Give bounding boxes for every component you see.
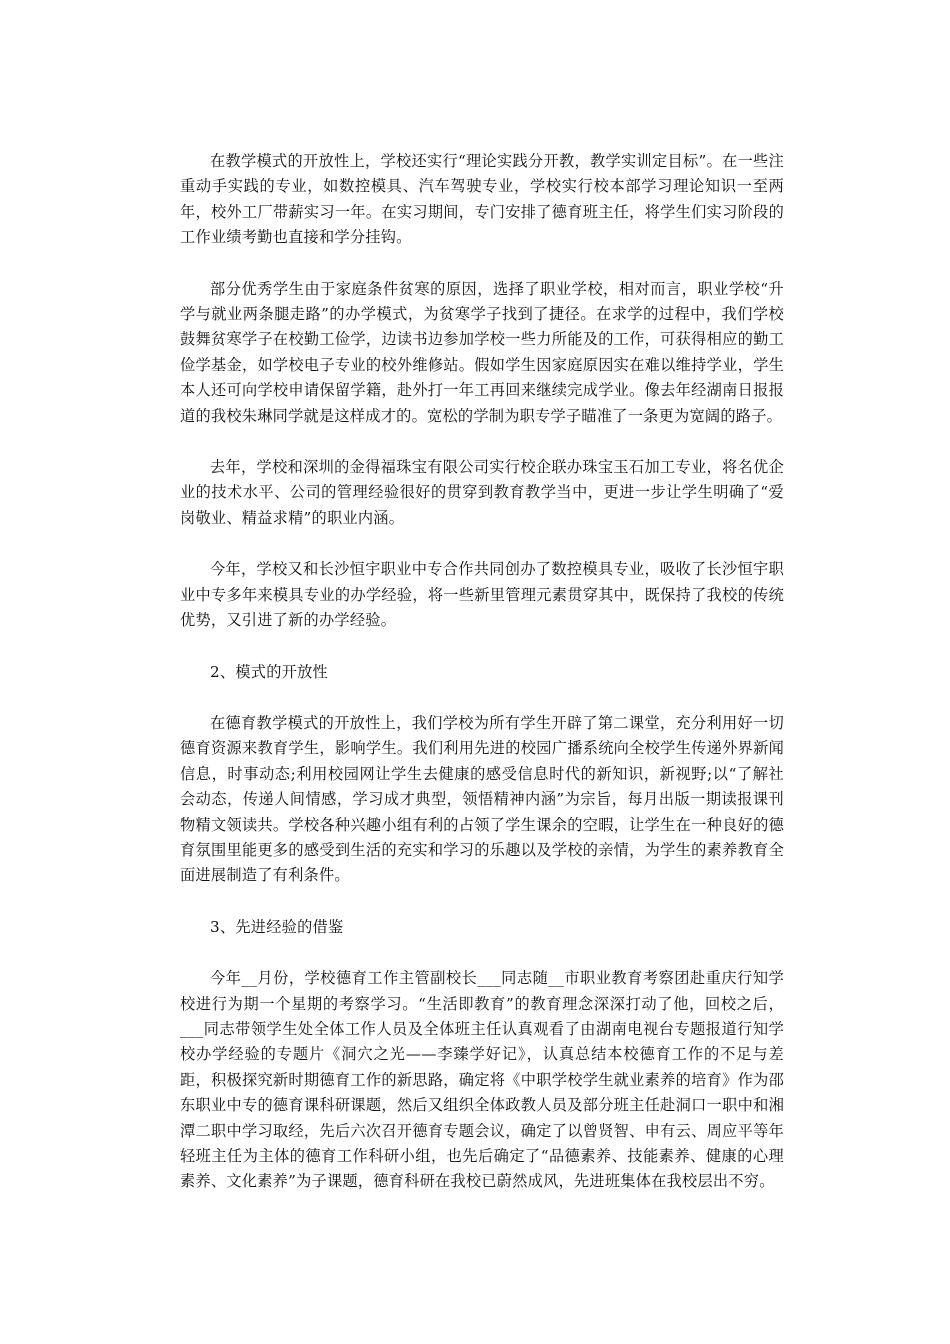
paragraph-study-trip: 今年__月份，学校德育工作主管副校长___同志随__市职业教育考察团赴重庆行知学校进行为期一个星期的考察学习。“生活即教育”的教育理念深深打动了他，回校之后，___同志带领学生处全体工作人员及全体班主任认真观看了由湖南电视台专题报道行知学校办学经验的专题片《洞穴之光——李臻学好记》，认真总结本校德育工作的不足与差距，积极探究新时期德育工作的新思路，确定将《中职学校学生就业素养的培育》作为邵东职业中专的德育课科研课题，然后又组织全体政教人员及部分班主任赴洞口一职中和湘潭二职中学习取经，先后六次召开德育专题会议，确定了以曾贤智、申有云、周应平等年轻班主任为主体的德育工作科研小组，也先后确定了“品德素养、技能素养、健康的心理素养、文化素养”为子课题，德育科研在我校已蔚然成风，先进班集体在我校层出不穷。 xyxy=(180,969,784,1191)
document-page xyxy=(180,149,784,1221)
paragraph-practice-teaching: 在教学模式的开放性上，学校还实行“理论实践分开教，教学实训定目标”。在一些注重动手实践的专业，如数控模具、汽车驾驶专业，学校实行校本部学习理论知识一至两年，校外工厂带薪实习一年。在实习期间，专门安排了德育班主任，将学生们实习阶段的工作业绩考勤也直接和学分挂钩。 xyxy=(180,152,784,247)
section-heading-openness: 2、模式的开放性 xyxy=(210,662,328,681)
paragraph-moral-education: 在德育教学模式的开放性上，我们学校为所有学生开辟了第二课堂，充分利用好一切德育资源来教育学生，影响学生。我们利用先进的校园广播系统向全校学生传递外界新闻信息，时事动态;利用校园网让学生去健康的感受信息时代的新知识，新视野;以“了解社会动态，传递人间情感，学习成才典型，领悟精神内涵”为宗旨，每月出版一期读报课刊物精文领读共。学校各种兴趣小组有利的占领了学生课余的空暇，让学生在一种良好的德育氛围里能更多的感受到生活的充实和学习的乐趣以及学校的亲情，为学生的素养教育全面进展制造了有利条件。 xyxy=(180,713,784,885)
section-heading-experience: 3、先进经验的借鉴 xyxy=(210,917,344,936)
paragraph-poor-students: 部分优秀学生由于家庭条件贫寒的原因，选择了职业学校，相对而言，职业学校“升学与就业两条腿走路”的办学模式，为贫寒学子找到了捷径。在求学的过程中，我们学校鼓舞贫寒学子在校勤工俭学，边读书边参加学校一些力所能及的工作，可获得相应的勤工俭学基金，如学校电子专业的校外维修站。假如学生因家庭原因实在难以维持学业，学生本人还可向学校申请保留学籍，赴外打一年工再回来继续完成学业。像去年经湖南日报报道的我校朱琳同学就是这样成才的。宽松的学制为职专学子瞄准了一条更为宽阔的路子。 xyxy=(180,279,784,425)
paragraph-jewelry-program: 去年，学校和深圳的金得福珠宝有限公司实行校企联办珠宝玉石加工专业，将名优企业的技术水平、公司的管理经验很好的贯穿到教育教学当中，更进一步让学生明确了“爱岗敬业、精益求精”的职业内涵。 xyxy=(180,458,784,527)
paragraph-cnc-program: 今年，学校又和长沙恒宇职业中专合作共同创办了数控模具专业，吸收了长沙恒宇职业中专多年来模具专业的办学经验，将一些新里管理元素贯穿其中，既保持了我校的传统优势，又引进了新的办学经验。 xyxy=(180,560,784,630)
